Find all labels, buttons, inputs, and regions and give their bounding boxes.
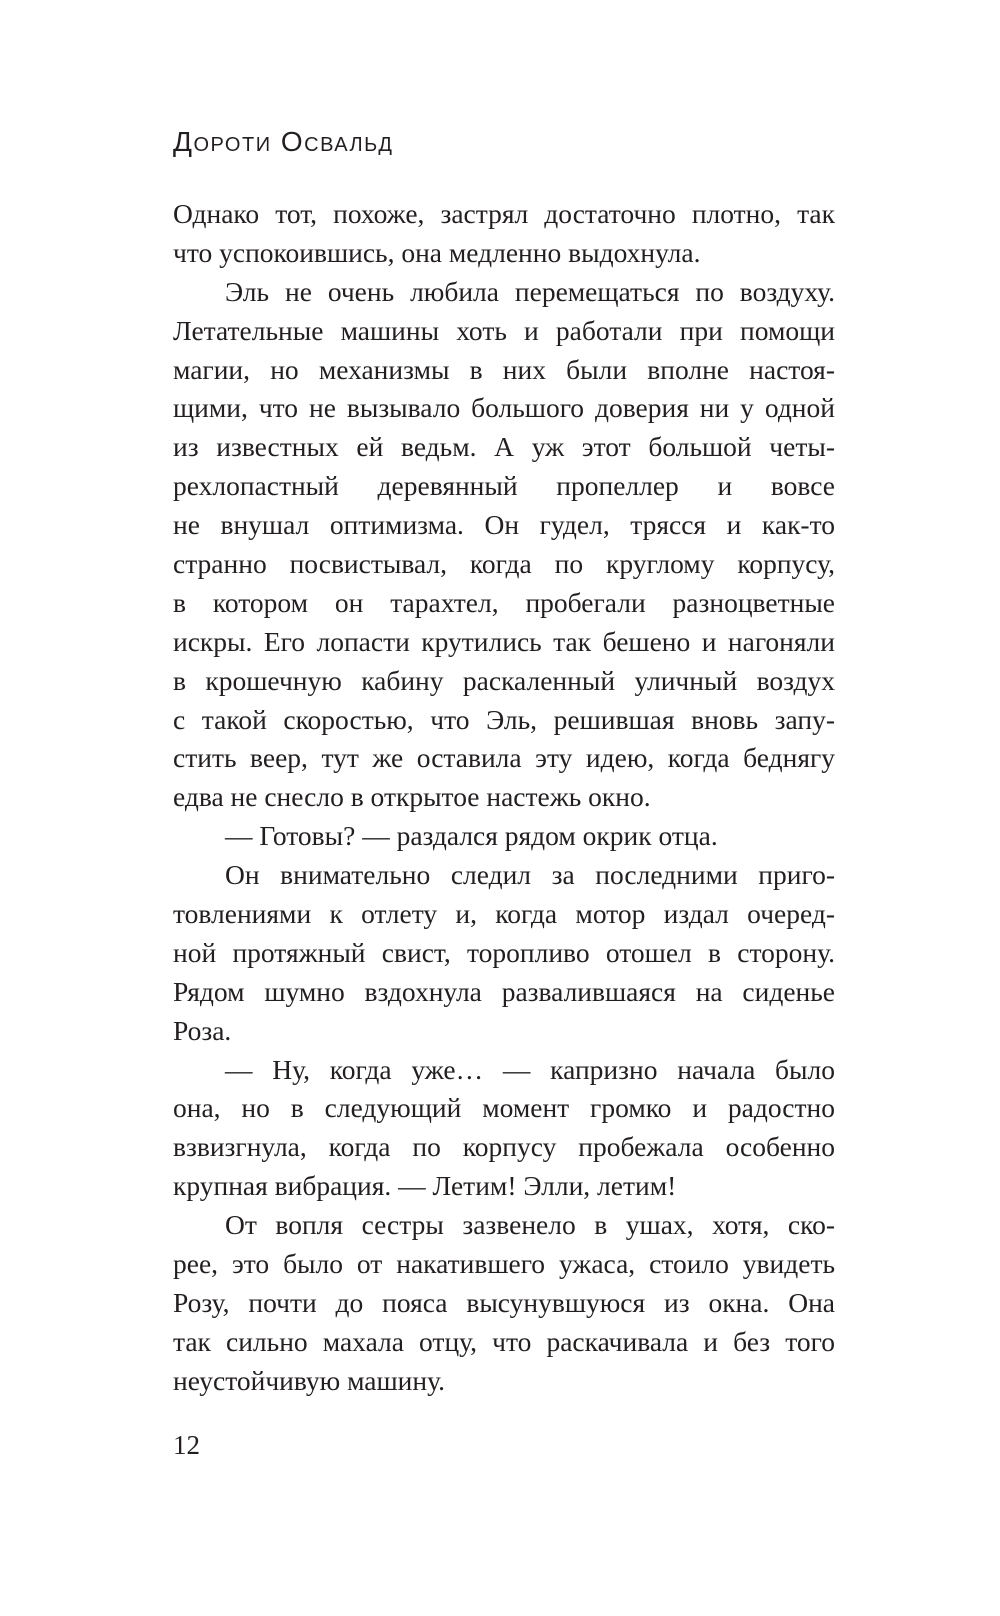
- body-text: [173, 195, 835, 1401]
- running-head-author: Дороти Освальд: [173, 126, 394, 157]
- text-line: с такой скоростью, что Эль, решившая вновь запу-: [173, 703, 835, 735]
- text-line: из известных ей ведьм. А уж этот большой четы-: [173, 431, 835, 463]
- text-line: щими, что не вызывало большого доверия ни у одной: [173, 392, 835, 424]
- text-line: ной протяжный свист, торопливо отошел в сторону.: [173, 936, 835, 968]
- text-line: Роза.: [173, 1014, 232, 1046]
- text-line: Однако тот, похоже, застрял достаточно плотно, так: [173, 198, 835, 229]
- text-line: Он внимательно следил за последними приго-: [225, 859, 835, 891]
- text-line: Рядом шумно вздохнула развалившаяся на сиденье: [173, 975, 835, 1007]
- text-line: От вопля сестры зазвенело в ушах, хотя, ско-: [225, 1209, 835, 1241]
- text-line: не внушал оптимизма. Он гудел, трясся и как-то: [173, 509, 835, 541]
- text-line: рехлопастный деревянный пропеллер и вовсе: [173, 470, 835, 502]
- text-line: едва не снесло в открытое настежь окно.: [173, 781, 651, 813]
- text-line: взвизгнула, когда по корпусу пробежала особенно: [173, 1131, 835, 1163]
- text-line: что успокоившись, она медленно выдохнула.: [173, 236, 701, 268]
- text-line: — Ну, когда уже… — капризно начала было: [225, 1053, 835, 1085]
- text-line: крупная вибрация. — Летим! Элли, летим!: [173, 1170, 677, 1202]
- page-number: 12: [173, 1430, 200, 1460]
- text-line: — Готовы? — раздался рядом окрик отца.: [225, 820, 718, 852]
- text-line: магии, но механизмы в них были вполне настоя-: [173, 353, 835, 385]
- text-line: рее, это было от накатившего ужаса, стоило увидеть: [173, 1248, 835, 1280]
- text-line: так сильно махала отцу, что раскачивала и без того: [173, 1325, 835, 1357]
- text-line: она, но в следующий момент громко и радостно: [173, 1092, 835, 1124]
- text-line: Эль не очень любила перемещаться по воздуху.: [225, 275, 835, 307]
- text-line: в котором он тарахтел, пробегали разноцветные: [173, 586, 835, 618]
- text-line: странно посвистывал, когда по круглому корпусу,: [173, 548, 835, 580]
- text-line: товлениями к отлету и, когда мотор издал очеред-: [173, 898, 835, 930]
- text-line: искры. Его лопасти крутились так бешено и нагоняли: [173, 625, 835, 657]
- text-line: в крошечную кабину раскаленный уличный воздух: [173, 664, 835, 696]
- text-line: Летательные машины хоть и работали при помощи: [173, 314, 835, 346]
- text-line: стить веер, тут же оставила эту идею, когда беднягу: [173, 742, 835, 774]
- text-line: Розу, почти до пояса высунувшуюся из окна. Она: [173, 1286, 835, 1318]
- text-line: неустойчивую машину.: [173, 1364, 445, 1396]
